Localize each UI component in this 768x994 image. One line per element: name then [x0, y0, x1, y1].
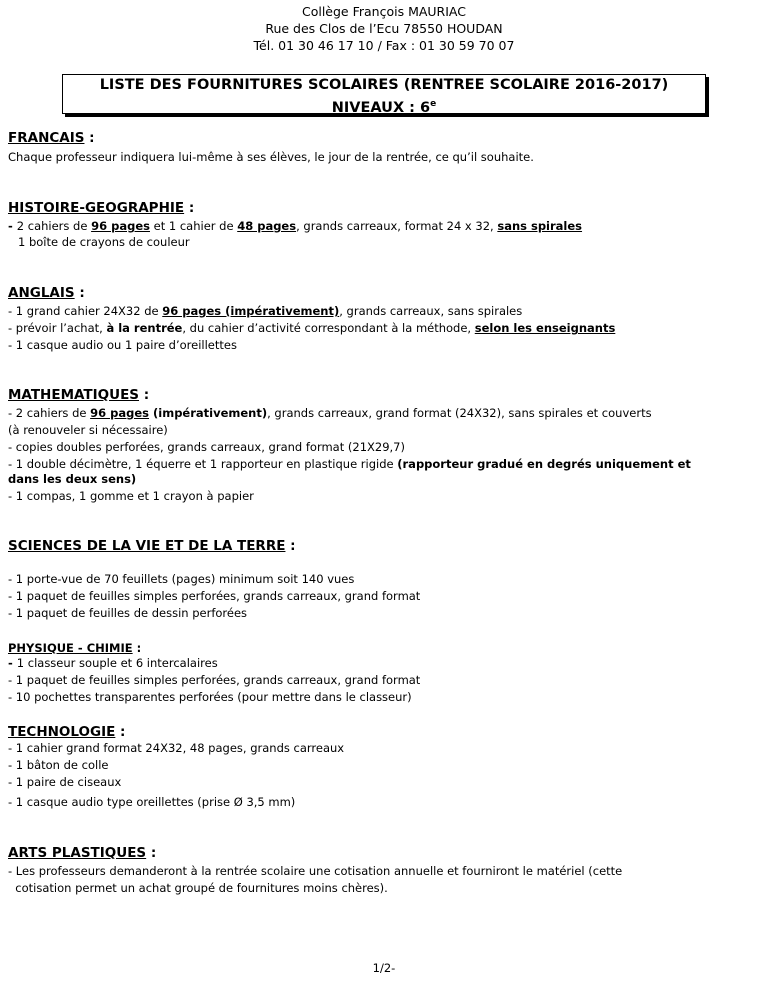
text: - prévoir l’achat, — [8, 321, 107, 335]
maths-line-5: dans les deux sens) — [8, 472, 137, 486]
title-line-1: LISTE DES FOURNITURES SCOLAIRES (RENTREE SCOLAIRE 2016-2017) — [99, 77, 669, 93]
histoire-line-1 — [8, 219, 582, 234]
heading-colon: : — [115, 724, 126, 740]
emphasis: à la rentrée — [106, 321, 183, 335]
anglais-line-2 — [8, 321, 615, 336]
dash: - — [8, 219, 17, 233]
arts-line-1: - Les professeurs demanderont à la rentrée scolaire une cotisation annuelle et fourniront le matériel (cette — [8, 864, 623, 878]
section-heading-anglais — [8, 285, 85, 301]
anglais-line-1 — [8, 304, 522, 319]
physique-line-2: - 1 paquet de feuilles simples perforées, grands carreaux, grand format — [8, 673, 421, 687]
section-heading-svt — [8, 538, 296, 554]
section-heading-physique — [8, 640, 141, 656]
physique-line-1 — [8, 656, 218, 671]
anglais-line-3: - 1 casque audio ou 1 paire d’oreillettes — [8, 338, 237, 352]
heading-colon: : — [139, 387, 150, 403]
maths-line-6: - 1 compas, 1 gomme et 1 crayon à papier — [8, 489, 254, 503]
maths-line-2: (à renouveler si nécessaire) — [8, 423, 168, 437]
heading-colon: : — [285, 538, 296, 554]
title-level-sup: e — [430, 99, 437, 109]
arts-line-2: cotisation permet un achat groupé de fournitures moins chères). — [8, 881, 388, 895]
text: , du cahier d’activité correspondant à la méthode, — [182, 321, 475, 335]
heading-text: PHYSIQUE - CHIMIE — [8, 641, 133, 655]
techno-line-3: - 1 paire de ciseaux — [8, 775, 122, 789]
histoire-line-2: 1 boîte de crayons de couleur — [18, 235, 190, 249]
heading-text: TECHNOLOGIE — [8, 724, 116, 740]
maths-line-3: - copies doubles perforées, grands carreaux, grand format (21X29,7) — [8, 440, 405, 454]
techno-line-1: - 1 cahier grand format 24X32, 48 pages, grands carreaux — [8, 741, 345, 755]
maths-line-1 — [8, 406, 652, 421]
emphasis: 96 pages — [91, 219, 150, 233]
heading-colon: : — [84, 130, 95, 146]
section-heading-francais — [8, 130, 95, 146]
heading-colon: : — [132, 641, 142, 655]
heading-text: SCIENCES DE LA VIE ET DE LA TERRE — [8, 538, 286, 554]
heading-text: ARTS PLASTIQUES — [8, 845, 147, 861]
emphasis: 48 pages — [237, 219, 297, 233]
title-box — [62, 74, 706, 114]
svt-line-1: - 1 porte-vue de 70 feuillets (pages) minimum soit 140 vues — [8, 572, 355, 586]
emphasis: selon les enseignants — [474, 321, 616, 335]
school-address: Rue des Clos de l’Ecu 78550 HOUDAN — [265, 21, 503, 36]
emphasis: (rapporteur gradué en degrés uniquement et — [397, 457, 691, 471]
emphasis: sans spirales — [497, 219, 583, 233]
text: et 1 cahier de — [149, 219, 238, 233]
francais-line-1: Chaque professeur indiquera lui-même à ses élèves, le jour de la rentrée, ce qu’il souhaite. — [8, 150, 534, 164]
heading-colon: : — [184, 200, 195, 216]
school-phone: Tél. 01 30 46 17 10 / Fax : 01 30 59 70 07 — [253, 38, 515, 53]
text: , grands carreaux, grand format (24X32), sans spirales et couverts — [267, 406, 652, 420]
title-level: NIVEAUX : 6 — [331, 99, 431, 116]
dash: - — [8, 656, 17, 670]
heading-text: HISTOIRE-GEOGRAPHIE — [8, 200, 185, 216]
emphasis: 96 pages — [90, 406, 150, 420]
title-line-2 — [63, 95, 705, 118]
heading-colon: : — [146, 845, 157, 861]
heading-text: ANGLAIS — [8, 285, 75, 301]
section-heading-maths — [8, 387, 149, 403]
emphasis: (impérativement) — [149, 406, 268, 420]
section-heading-arts — [8, 845, 156, 861]
maths-line-4 — [8, 457, 691, 472]
text: 1 classeur souple et 6 intercalaires — [16, 656, 218, 670]
text: - 1 grand cahier 24X32 de — [8, 304, 163, 318]
text: - 2 cahiers de — [8, 406, 91, 420]
svt-line-2: - 1 paquet de feuilles simples perforées, grands carreaux, grand format — [8, 589, 421, 603]
techno-line-2: - 1 bâton de colle — [8, 758, 109, 772]
heading-text: FRANCAIS — [8, 130, 85, 146]
text: , grands carreaux, sans spirales — [339, 304, 523, 318]
text: - 1 double décimètre, 1 équerre et 1 rapporteur en plastique rigide — [8, 457, 398, 471]
text: 2 cahiers de — [16, 219, 92, 233]
school-name: Collège François MAURIAC — [301, 4, 466, 19]
heading-colon: : — [74, 285, 85, 301]
page-number: 1/2- — [372, 961, 396, 975]
section-heading-histoire — [8, 200, 194, 216]
physique-line-3: - 10 pochettes transparentes perforées (pour mettre dans le classeur) — [8, 690, 412, 704]
techno-line-4: - 1 casque audio type oreillettes (prise Ø 3,5 mm) — [8, 795, 296, 809]
emphasis: 96 pages (impérativement) — [162, 304, 340, 318]
text: , grands carreaux, format 24 x 32, — [296, 219, 498, 233]
section-heading-techno — [8, 724, 125, 740]
heading-text: MATHEMATIQUES — [8, 387, 140, 403]
svt-line-3: - 1 paquet de feuilles de dessin perforées — [8, 606, 248, 620]
